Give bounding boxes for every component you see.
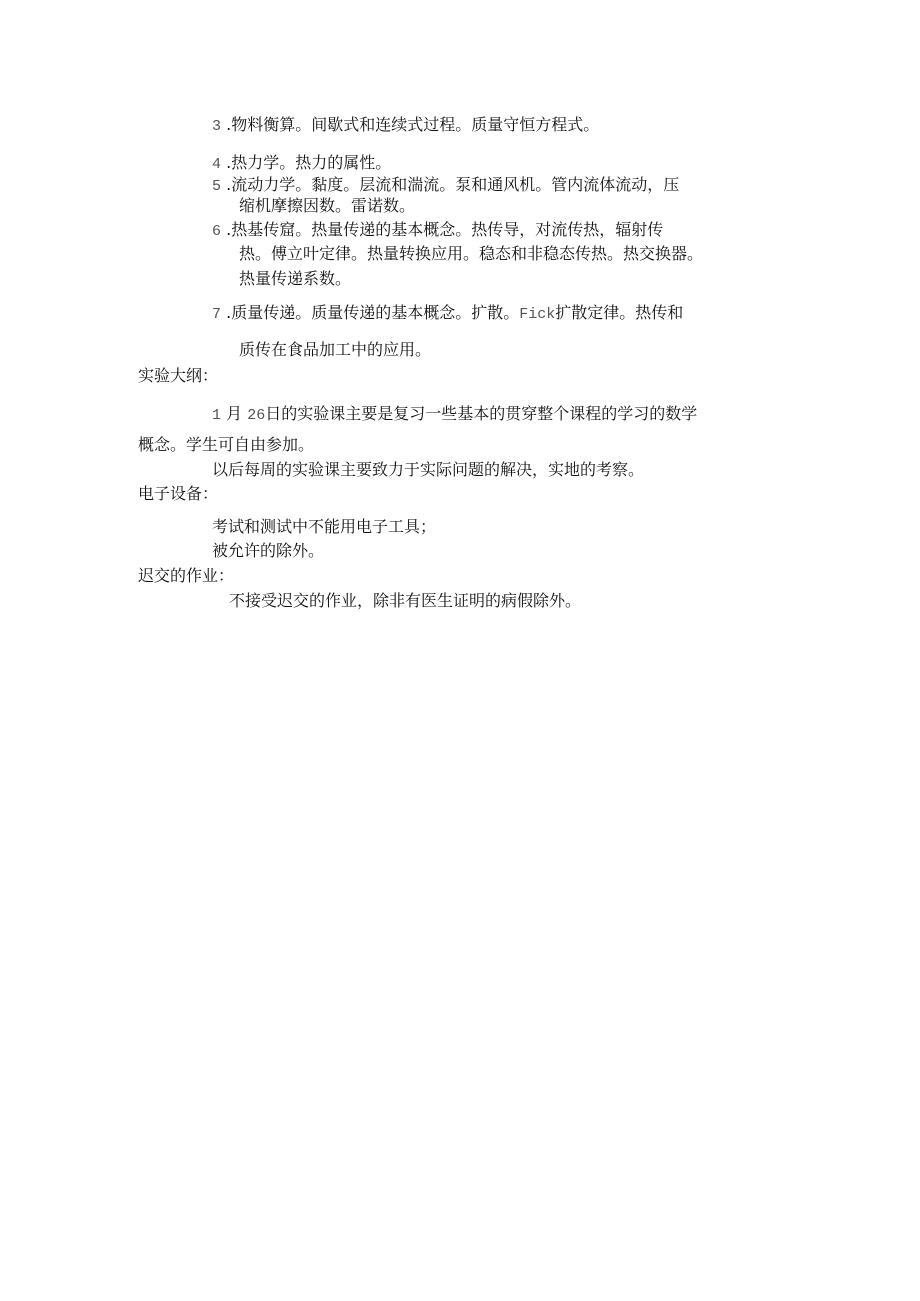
late-line-1: 不接受迟交的作业，除非有医生证明的病假除外。 xyxy=(229,591,582,610)
outline-item-6 xyxy=(212,219,663,243)
date-day-number: 26 xyxy=(247,407,266,424)
item-text: .物料衡算。间歇式和连续式过程。质量守恒方程式。 xyxy=(226,115,600,134)
item-text: .质量传递。质量传递的基本概念。扩散。 xyxy=(226,303,520,322)
item-text: 热。傅立叶定律。热量转换应用。稳态和非稳态传热。热交换器。 xyxy=(239,244,704,263)
lab-paragraph-2: 以后每周的实验课主要致力于实际问题的解决，实地的考察。 xyxy=(212,460,645,479)
item-text: .流动力学。黏度。层流和湍流。泵和通风机。管内流体流动，压 xyxy=(226,175,680,194)
section-heading-electronics: 电子设备： xyxy=(138,484,219,503)
item-text: 质传在食品加工中的应用。 xyxy=(239,340,432,359)
fick-term: Fick xyxy=(519,306,556,323)
outline-item-7-cont xyxy=(239,339,431,361)
outline-item-4 xyxy=(212,152,391,176)
item-number: 3 xyxy=(212,118,222,135)
item-text: 缩机摩擦因数。雷诺数。 xyxy=(239,196,416,215)
section-heading-lab: 实验大纲： xyxy=(138,366,219,385)
outline-item-6-cont xyxy=(239,243,703,265)
lab-text: 月 xyxy=(226,404,243,423)
item-number: 4 xyxy=(212,156,222,173)
item-number: 5 xyxy=(212,178,222,195)
outline-item-7 xyxy=(212,302,683,326)
item-text: 扩散定律。热传和 xyxy=(555,303,684,322)
lab-paragraph-1-cont: 概念。学生可自由参加。 xyxy=(138,435,315,454)
outline-item-3 xyxy=(212,114,599,138)
item-number: 6 xyxy=(212,223,222,240)
item-text: 热量传递系数。 xyxy=(239,269,352,288)
date-month-number: 1 xyxy=(212,407,222,424)
outline-item-6-cont xyxy=(239,268,351,290)
electronics-line-1: 考试和测试中不能用电子工具； xyxy=(212,517,437,536)
item-text: .热基传窟。热量传递的基本概念。热传导，对流传热，辐射传 xyxy=(226,220,664,239)
lab-paragraph-1 xyxy=(212,403,697,427)
outline-item-5-cont xyxy=(239,195,415,217)
section-heading-late: 迟交的作业： xyxy=(138,566,235,585)
electronics-line-2: 被允许的除外。 xyxy=(212,541,325,560)
item-number: 7 xyxy=(212,306,222,323)
item-text: .热力学。热力的属性。 xyxy=(226,153,392,172)
lab-text: 日的实验课主要是复习一些基本的贯穿整个课程的学习的数学 xyxy=(265,404,698,423)
